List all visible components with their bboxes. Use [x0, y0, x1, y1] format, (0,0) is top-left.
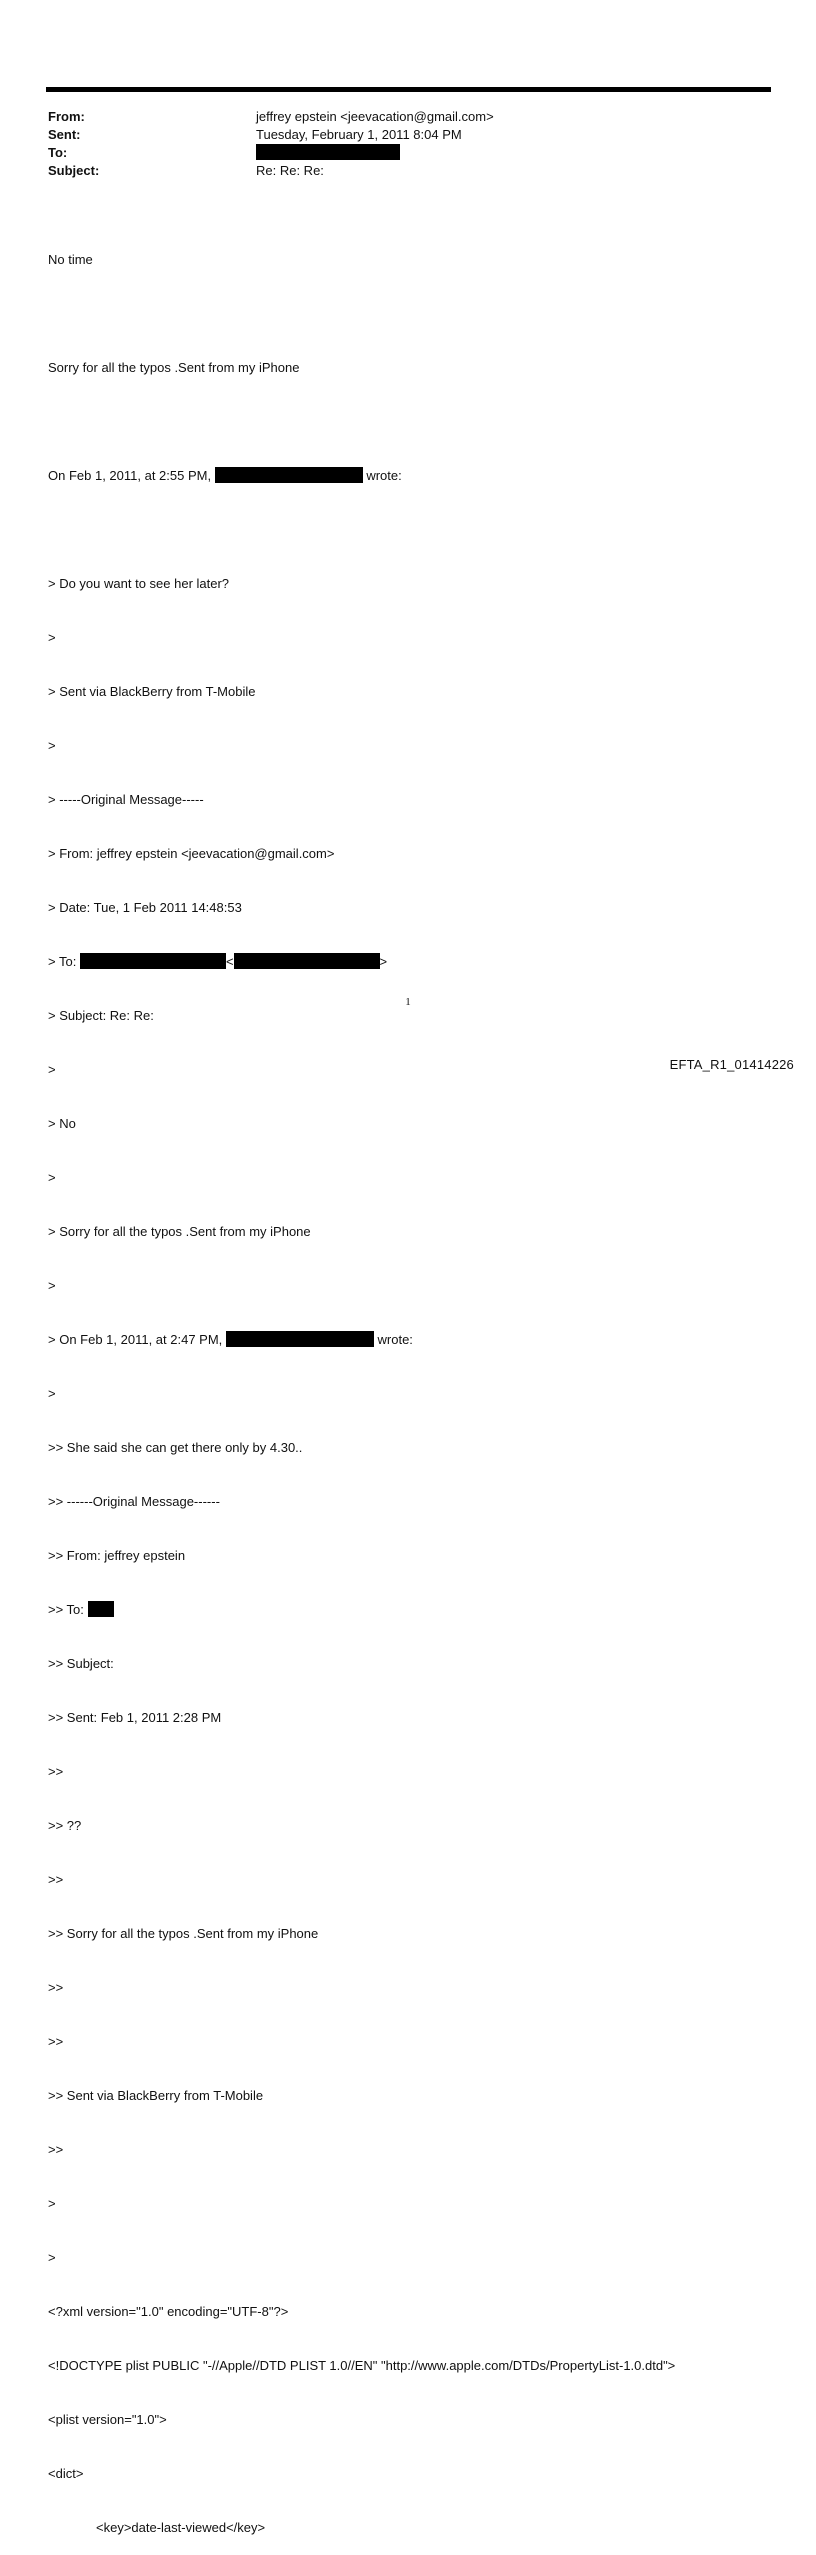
- redaction-box: [215, 467, 363, 483]
- from-label: From:: [48, 109, 85, 124]
- body-line: >: [48, 1170, 56, 1185]
- body-line: <dict>: [48, 2466, 84, 2481]
- subject-row: [48, 162, 494, 180]
- line-text: > On Feb 1, 2011, at 2:47 PM,: [48, 1332, 226, 1347]
- body-line: > From: jeffrey epstein <jeevacation@gmail.com>: [48, 846, 335, 861]
- subject-value: Re: Re: Re:: [256, 163, 324, 178]
- body-line: <!DOCTYPE plist PUBLIC "-//Apple//DTD PLIST 1.0//EN" "http://www.apple.com/DTDs/PropertyList-1.0.dtd">: [48, 2358, 676, 2373]
- body-line: >: [48, 1062, 56, 1077]
- line-text: wrote:: [362, 468, 402, 483]
- sent-label: Sent:: [48, 127, 81, 142]
- line-text: On Feb 1, 2011, at 2:55 PM,: [48, 468, 215, 483]
- subject-label: Subject:: [48, 163, 100, 178]
- body-line: [48, 1601, 773, 1619]
- header-rule: [46, 87, 771, 92]
- body-line: >: [48, 2250, 56, 2265]
- body-line: Sorry for all the typos .Sent from my iPhone: [48, 360, 300, 375]
- line-text: wrote:: [373, 1332, 413, 1347]
- body-line: >: [48, 1278, 56, 1293]
- body-line: >> Subject:: [48, 1656, 114, 1671]
- body-line: > No: [48, 1116, 76, 1131]
- sent-value: Tuesday, February 1, 2011 8:04 PM: [256, 127, 462, 142]
- line-text: >> To:: [48, 1602, 88, 1617]
- redaction-box: [88, 1601, 114, 1617]
- body-line: >: [48, 2196, 56, 2211]
- body-line: > Subject: Re: Re:: [48, 1008, 154, 1023]
- page-number: 1: [405, 996, 411, 1008]
- to-row: [48, 144, 494, 162]
- body-line: >> ??: [48, 1818, 82, 1833]
- body-line: >>: [48, 2142, 64, 2157]
- line-text: > To:: [48, 954, 80, 969]
- body-line: >: [48, 738, 56, 753]
- body-line: [48, 1331, 773, 1349]
- from-value: jeffrey epstein <jeevacation@gmail.com>: [256, 109, 494, 124]
- line-text: <: [225, 954, 234, 969]
- email-body: [48, 215, 773, 2555]
- body-line: >>: [48, 1764, 64, 1779]
- redaction-box: [226, 1331, 374, 1347]
- redaction-box: [80, 953, 226, 969]
- body-line: <plist version="1.0">: [48, 2412, 167, 2427]
- blank-line: [48, 521, 773, 539]
- body-line: >>: [48, 1872, 64, 1887]
- email-header: [48, 108, 494, 180]
- body-line: > -----Original Message-----: [48, 792, 204, 807]
- body-line: >: [48, 630, 56, 645]
- body-line: > Do you want to see her later?: [48, 576, 230, 591]
- body-line: >> She said she can get there only by 4.30..: [48, 1440, 303, 1455]
- body-line: <?xml version="1.0" encoding="UTF-8"?>: [48, 2304, 289, 2319]
- body-line: >: [48, 1386, 56, 1401]
- line-text: >: [379, 954, 388, 969]
- body-line: [48, 467, 773, 485]
- body-line: [48, 953, 773, 971]
- body-line: >> Sent via BlackBerry from T-Mobile: [48, 2088, 264, 2103]
- body-line: >> Sent: Feb 1, 2011 2:28 PM: [48, 1710, 222, 1725]
- body-line: <key>date-last-viewed</key>: [96, 2520, 266, 2535]
- body-line: No time: [48, 252, 93, 267]
- redaction-box: [256, 144, 400, 160]
- body-line: >> Sorry for all the typos .Sent from my iPhone: [48, 1926, 319, 1941]
- from-row: [48, 108, 494, 126]
- to-label: To:: [48, 145, 68, 160]
- blank-line: [48, 413, 773, 431]
- body-line: >> ------Original Message------: [48, 1494, 220, 1509]
- redaction-box: [234, 953, 380, 969]
- body-line: >>: [48, 2034, 64, 2049]
- blank-line: [48, 305, 773, 323]
- bates-number: EFTA_R1_01414226: [669, 1057, 794, 1072]
- body-line: >>: [48, 1980, 64, 1995]
- body-line: > Sent via BlackBerry from T-Mobile: [48, 684, 256, 699]
- body-line: >> From: jeffrey epstein: [48, 1548, 186, 1563]
- body-line: > Sorry for all the typos .Sent from my iPhone: [48, 1224, 311, 1239]
- body-line: > Date: Tue, 1 Feb 2011 14:48:53: [48, 900, 242, 915]
- sent-row: [48, 126, 494, 144]
